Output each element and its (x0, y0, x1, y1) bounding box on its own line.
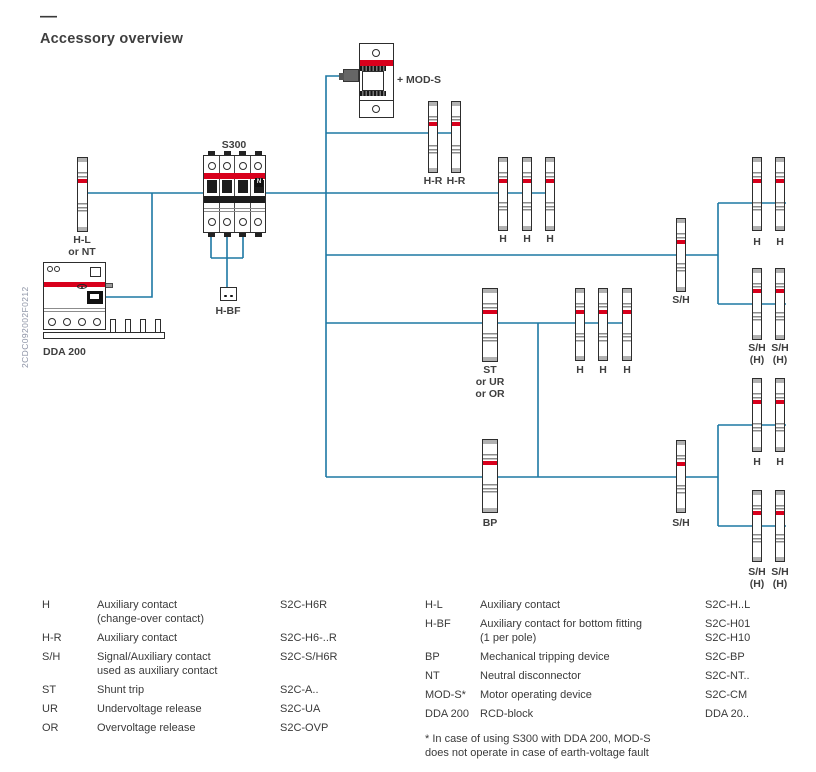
legend-row: DDA 200 RCD-block DDA 20.. (425, 708, 750, 720)
dda-switch-block (87, 291, 103, 304)
module-h-r (428, 101, 438, 173)
label-h: H (776, 456, 784, 468)
label-s-h: S/H (771, 342, 789, 354)
label-s-h-sub: (H) (749, 354, 765, 366)
legend-row: H-R Auxiliary contact S2C-H6-..R (42, 632, 337, 644)
label-bp: BP (482, 517, 498, 529)
label-s-h: S/H (748, 342, 766, 354)
legend-row: H Auxiliary contact (change-over contact) S2C-H6R (42, 599, 328, 625)
legend-right-column (425, 598, 810, 760)
module-h (498, 157, 508, 231)
module-h (522, 157, 532, 231)
label-h: H (623, 364, 631, 376)
label-h: H (753, 456, 761, 468)
module-s-h (676, 218, 686, 292)
dda-side-tab (105, 283, 113, 288)
legend-row: OR Overvoltage release S2C-OVP (42, 722, 329, 734)
label-s-h: S/H (672, 294, 690, 306)
legend-row: NT Neutral disconnector S2C-NT.. (425, 670, 750, 682)
dda-busbar-plate (43, 332, 165, 339)
label-dda200: DDA 200 (43, 346, 86, 358)
label-h-bf: H-BF (215, 305, 241, 317)
module-h (598, 288, 608, 361)
legend-row: H-BF Auxiliary contact for bottom fitting (1 per pole) S2C-H01 S2C-H10 (425, 618, 751, 644)
module-h (545, 157, 555, 231)
module-h (775, 378, 785, 452)
legend-row: BP Mechanical tripping device S2C-BP (425, 651, 745, 663)
module-h (622, 288, 632, 361)
legend-row: H-L Auxiliary contact S2C-H..L (425, 599, 751, 611)
document-code: 2CDC092002F0212 (20, 286, 30, 368)
module-s-h-h (752, 268, 762, 340)
legend-row: MOD-S* Motor operating device S2C-CM (425, 689, 748, 701)
label-h-r: H-R (446, 175, 466, 187)
module-h (752, 378, 762, 452)
footnote: * In case of using S300 with DDA 200, MOD-S does not operate in case of earth-voltage fault (425, 733, 651, 759)
module-h (752, 157, 762, 231)
label-h: H (523, 233, 531, 245)
legend-row: S/H Signal/Auxiliary contact used as auxiliary contact S2C-S/H6R (42, 651, 338, 677)
module-dda200 (43, 262, 106, 330)
module-s-h-h (752, 490, 762, 562)
page-title: Accessory overview (40, 31, 184, 47)
label-s-h-sub: (H) (772, 354, 788, 366)
module-st-ur-or (482, 288, 498, 362)
label-mod-s: + MOD-S (397, 74, 442, 86)
label-h: H (546, 233, 554, 245)
label-or-or: or OR (475, 388, 505, 400)
label-h-r: H-R (423, 175, 443, 187)
legend-left-column (42, 598, 412, 740)
label-s-h: S/H (672, 517, 690, 529)
label-st: ST (483, 364, 497, 376)
label-h-l-or-nt: or NT (68, 246, 96, 258)
mod-s-connector (343, 69, 359, 82)
label-s300: S300 (221, 139, 247, 151)
label-or-ur: or UR (475, 376, 505, 388)
module-s-h (676, 440, 686, 513)
legend-row: ST Shunt trip S2C-A.. (42, 684, 319, 696)
label-h: H (776, 236, 784, 248)
legend-row: UR Undervoltage release S2C-UA (42, 703, 321, 715)
label-s-h: S/H (748, 566, 766, 578)
label-h-l: H-L (73, 234, 91, 246)
module-h (775, 157, 785, 231)
title-dash: — (40, 6, 57, 25)
label-s-h: S/H (771, 566, 789, 578)
module-bp (482, 439, 498, 513)
label-h: H (499, 233, 507, 245)
label-s-h-sub: (H) (772, 578, 788, 590)
module-s-h-h (775, 490, 785, 562)
label-h: H (576, 364, 584, 376)
label-h: H (753, 236, 761, 248)
label-s-h-sub: (H) (749, 578, 765, 590)
neutral-pole-badge: N (256, 179, 262, 185)
module-mod-s (359, 43, 394, 118)
module-h-bf (220, 287, 237, 301)
module-h-l (77, 157, 88, 232)
module-s-h-h (775, 268, 785, 340)
test-indicator-icon (77, 284, 87, 289)
module-h-r (451, 101, 461, 173)
module-s300-breaker (203, 155, 266, 233)
label-h: H (599, 364, 607, 376)
module-h (575, 288, 585, 361)
